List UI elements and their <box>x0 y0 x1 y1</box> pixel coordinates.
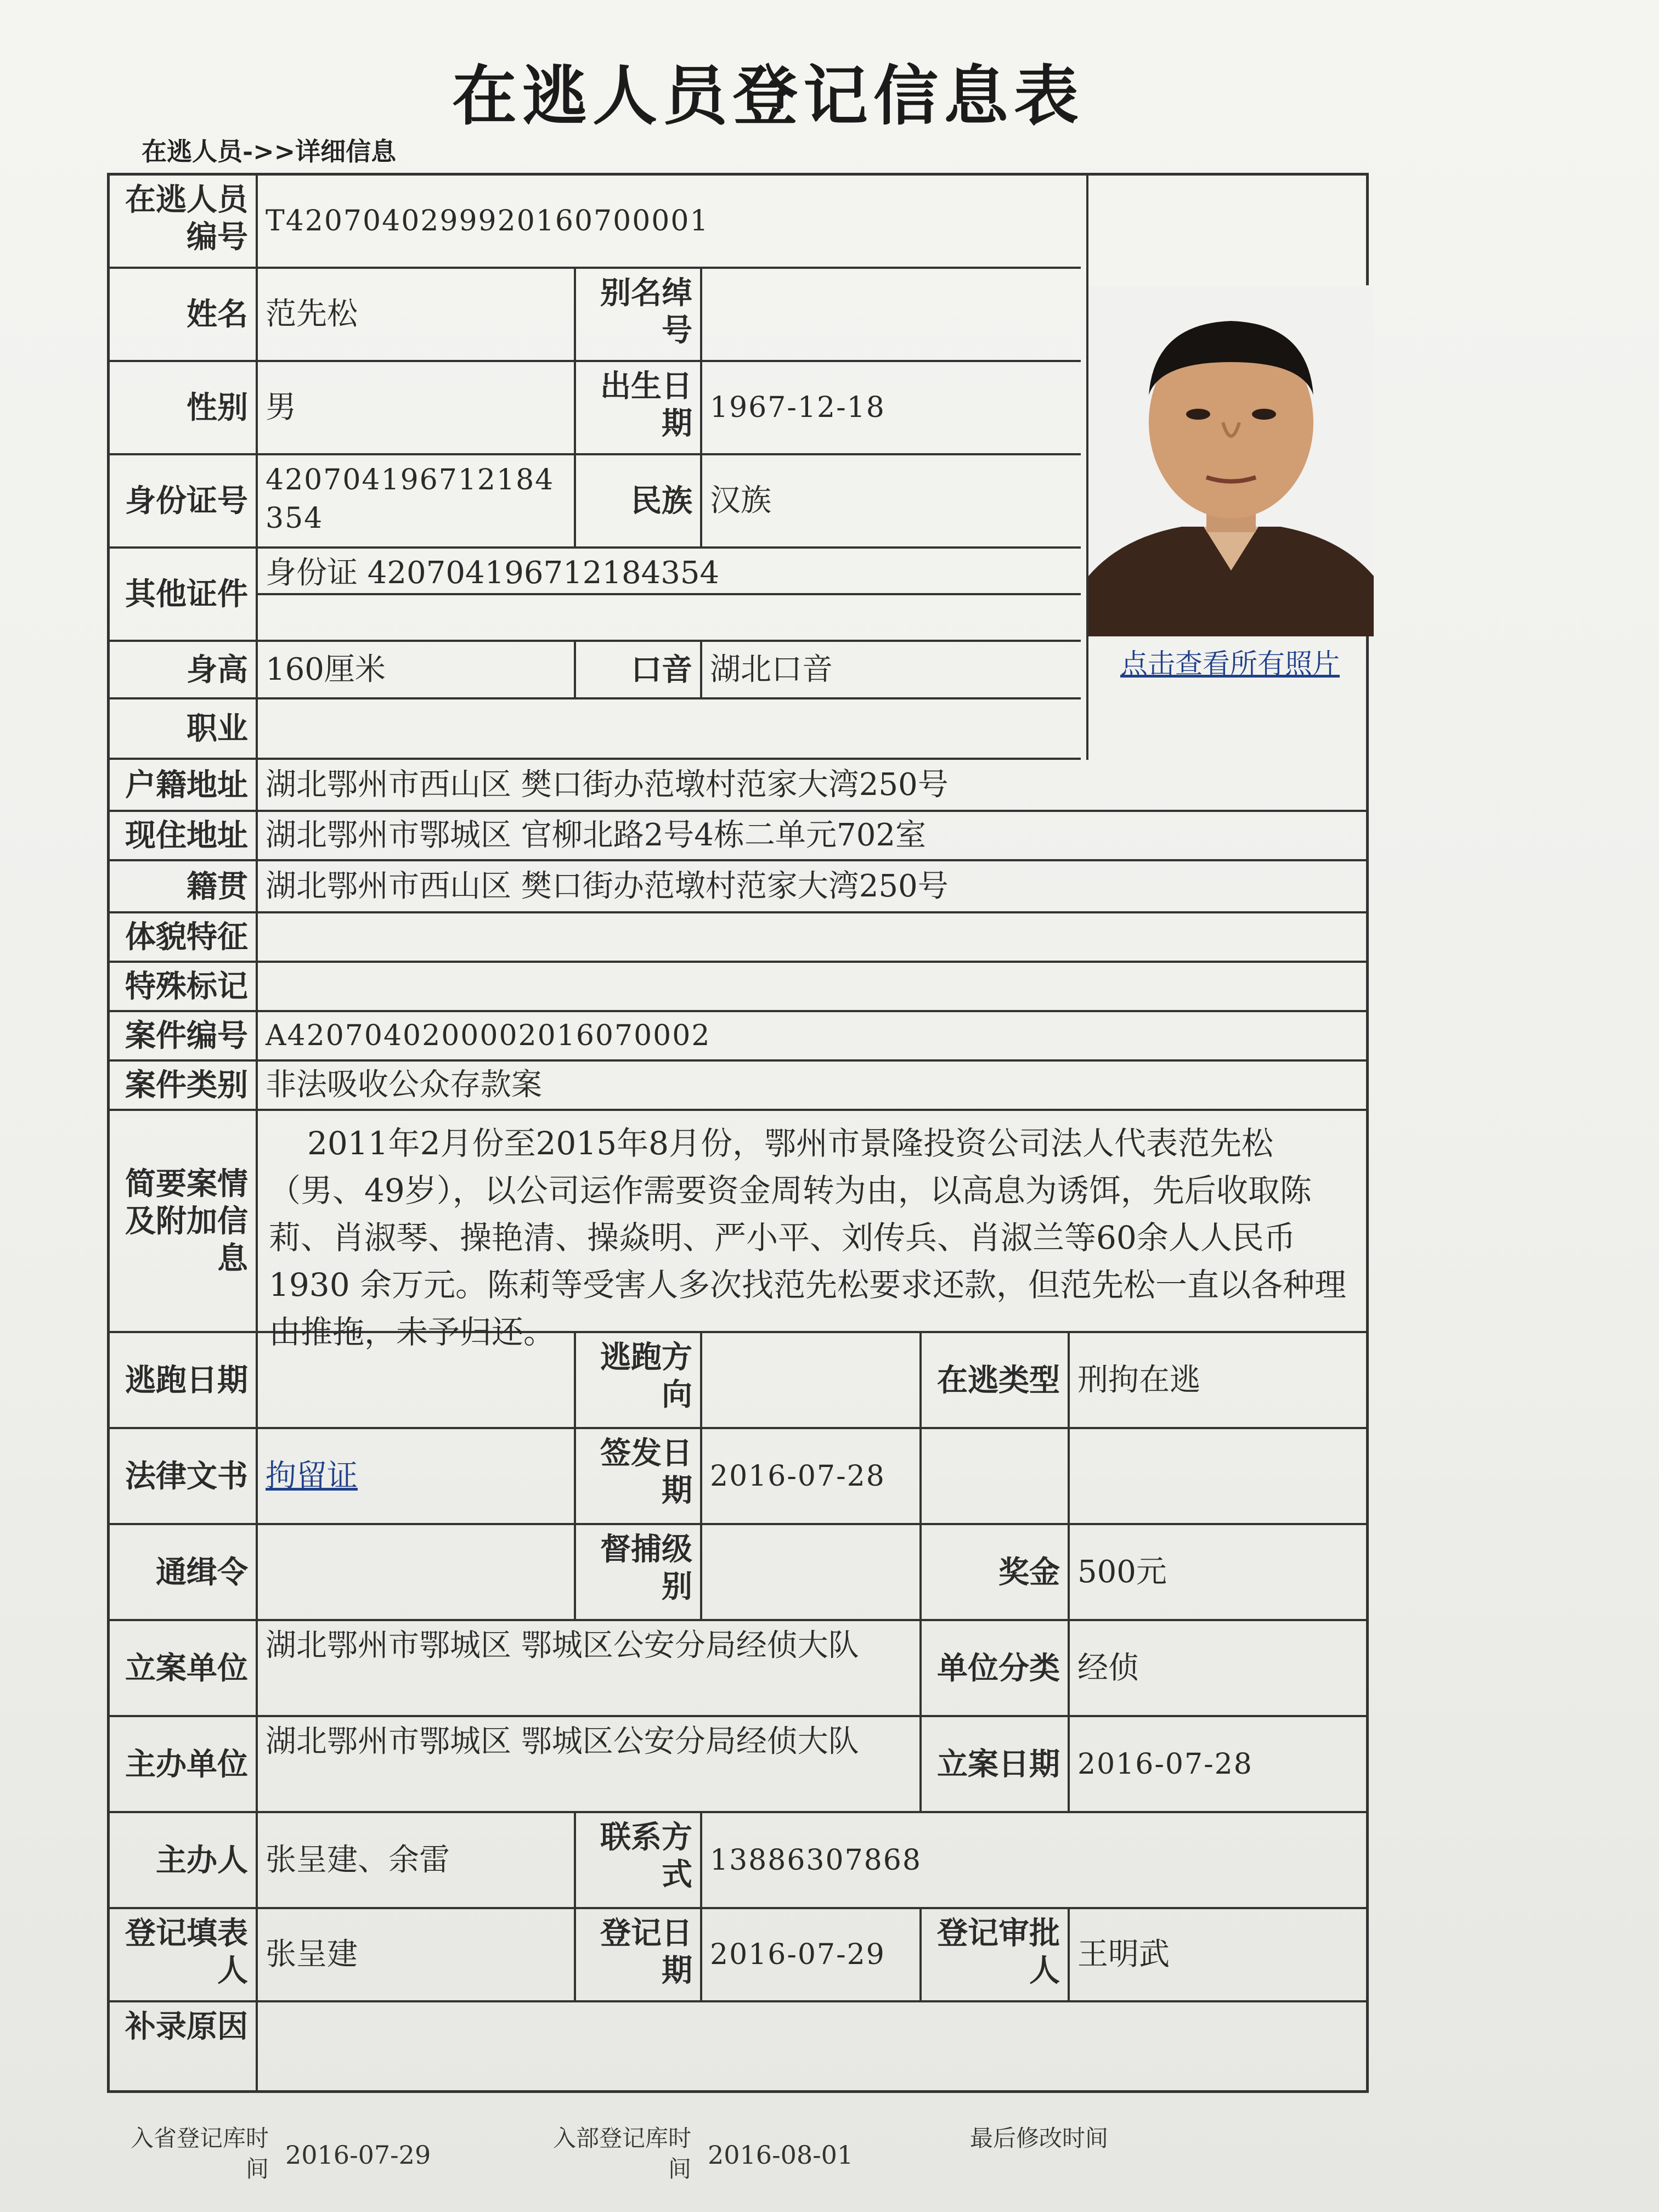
value-supplement <box>258 2002 1366 2093</box>
value-handling-unit: 湖北鄂州市鄂城区 鄂城区公安分局经侦大队 <box>258 1717 922 1811</box>
value-registrant: 张呈建 <box>258 1909 576 2000</box>
value-wanted-order <box>258 1525 576 1619</box>
value-household-addr: 湖北鄂州市西山区 樊口街办范墩村范家大湾250号 <box>266 766 949 803</box>
portrait-image <box>1088 285 1374 636</box>
value-native-place: 湖北鄂州市西山区 樊口街办范墩村范家大湾250号 <box>266 868 949 904</box>
value-arrest-level <box>702 1525 922 1619</box>
value-occupation <box>258 699 1081 758</box>
row-handler <box>110 1813 1366 1909</box>
registration-table <box>107 173 1369 2093</box>
label-id-no: 身份证号 <box>110 455 258 546</box>
value-current-addr: 湖北鄂州市鄂城区 官柳北路2号4栋二单元702室 <box>266 817 926 853</box>
label-reward: 奖金 <box>922 1525 1070 1619</box>
row-gender <box>110 362 1081 455</box>
label-features: 体貌特征 <box>110 913 258 961</box>
label-handling-unit: 主办单位 <box>110 1717 258 1811</box>
value-approver: 王明武 <box>1077 1937 1170 1972</box>
label-birth: 出生日期 <box>576 362 702 453</box>
label-fugitive-type: 在逃类型 <box>922 1333 1070 1427</box>
page-title: 在逃人员登记信息表 <box>452 58 1084 134</box>
row-filing-unit <box>110 1621 1366 1717</box>
label-filing-unit: 立案单位 <box>110 1621 258 1715</box>
value-name: 范先松 <box>258 269 576 360</box>
footer-ministry-label: 入部登记库时间 <box>552 2125 691 2182</box>
value-filing-unit: 湖北鄂州市鄂城区 鄂城区公安分局经侦大队 <box>258 1621 922 1715</box>
value-escape-date <box>258 1333 576 1427</box>
value-case-no: A4207040200002016070002 <box>266 1019 711 1052</box>
label-native-place: 籍贯 <box>110 861 258 911</box>
empty-cell <box>922 1429 1070 1523</box>
row-registrant <box>110 1909 1366 2002</box>
label-current-addr: 现住地址 <box>110 812 258 859</box>
value-gender: 男 <box>258 362 576 453</box>
value-reward: 500元 <box>1077 1554 1167 1590</box>
label-household-addr: 户籍地址 <box>110 760 258 810</box>
label-alias: 别名绰号 <box>576 269 702 360</box>
value-features <box>258 913 1366 961</box>
row-current-addr <box>110 812 1366 861</box>
row-name <box>110 269 1081 362</box>
value-ethnicity: 汉族 <box>710 483 771 518</box>
label-registrant: 登记填表人 <box>110 1909 258 2000</box>
row-marks <box>110 963 1366 1012</box>
label-escape-dir: 逃跑方向 <box>576 1333 702 1427</box>
footer-province <box>126 2123 431 2185</box>
value-marks <box>258 963 1366 1010</box>
row-occupation <box>110 699 1081 760</box>
value-issue-date: 2016-07-28 <box>702 1429 922 1523</box>
row-case-type <box>110 1062 1366 1111</box>
value-accent: 湖北口音 <box>710 651 833 687</box>
value-other-id: 身份证 420704196712184354 <box>258 549 1081 595</box>
value-case-summary: 2011年2月份至2015年8月份，鄂州市景隆投资公司法人代表范先松（男、49岁），以公司运作需要资金周转为由，以高息为诱饵，先后收取陈莉、肖淑琴、操艳清、操焱明、严小平、刘传兵、肖淑兰等60余人人民币1930 余万元。陈莉等受害人多次找范先松要求还款，但范先松一直以各种理由推拖，未予归还。 <box>269 1125 1347 1351</box>
row-features <box>110 913 1366 963</box>
label-contact: 联系方式 <box>576 1813 702 1907</box>
value-reg-date: 2016-07-29 <box>702 1909 922 2000</box>
value-contact: 13886307868 <box>710 1843 922 1877</box>
label-other-id: 其他证件 <box>110 549 258 640</box>
row-case-no <box>110 1012 1366 1062</box>
legal-doc-cell <box>258 1429 576 1523</box>
value-height: 160厘米 <box>258 642 576 697</box>
label-case-summary: 简要案情及附加信息 <box>110 1111 258 1331</box>
empty-cell <box>1070 1429 1366 1523</box>
footer-modified-label: 最后修改时间 <box>969 2125 1108 2152</box>
footer-modified <box>966 2123 1108 2154</box>
label-occupation: 职业 <box>110 699 258 758</box>
label-issue-date: 签发日期 <box>576 1429 702 1523</box>
legal-doc-link[interactable]: 拘留证 <box>266 1458 358 1494</box>
row-case-summary <box>110 1111 1366 1351</box>
photo-panel <box>1086 176 1372 760</box>
label-supplement: 补录原因 <box>110 2002 258 2093</box>
label-unit-class: 单位分类 <box>922 1621 1070 1715</box>
row-wanted <box>110 1525 1366 1621</box>
value-handler: 张呈建、余雷 <box>258 1813 576 1907</box>
value-escape-dir <box>702 1333 922 1427</box>
value-fugitive-type: 刑拘在逃 <box>1077 1362 1200 1398</box>
value-unit-class: 经侦 <box>1077 1650 1139 1686</box>
row-household-addr <box>110 760 1366 812</box>
row-native-place <box>110 861 1366 913</box>
label-gender: 性别 <box>110 362 258 453</box>
label-wanted-order: 通缉令 <box>110 1525 258 1619</box>
suspect-photo[interactable] <box>1088 285 1372 636</box>
label-ethnicity: 民族 <box>576 455 702 546</box>
row-escape <box>110 1333 1366 1429</box>
row-handling-unit <box>110 1717 1366 1813</box>
label-handler: 主办人 <box>110 1813 258 1907</box>
footer-ministry <box>549 2123 854 2185</box>
value-filing-date: 2016-07-28 <box>1077 1747 1253 1781</box>
label-escape-date: 逃跑日期 <box>110 1333 258 1427</box>
row-id-no <box>110 455 1081 549</box>
value-fugitive-no: T4207040299920160700001 <box>266 205 709 238</box>
breadcrumb[interactable]: 在逃人员->>详细信息 <box>142 137 397 166</box>
value-alias <box>702 269 1081 360</box>
label-height: 身高 <box>110 642 258 697</box>
footer-province-value: 2016-07-29 <box>285 2140 431 2170</box>
row-supplement <box>110 2002 1366 2093</box>
label-approver: 登记审批人 <box>922 1909 1070 2000</box>
row-other-id <box>110 549 1081 642</box>
row-fugitive-no <box>110 176 1081 269</box>
label-case-type: 案件类别 <box>110 1062 258 1109</box>
value-birth: 1967-12-18 <box>710 391 885 424</box>
row-height <box>110 642 1081 699</box>
row-legal-doc <box>110 1429 1366 1525</box>
label-legal-doc: 法律文书 <box>110 1429 258 1523</box>
label-marks: 特殊标记 <box>110 963 258 1010</box>
label-case-no: 案件编号 <box>110 1012 258 1059</box>
label-reg-date: 登记日期 <box>576 1909 702 2000</box>
value-id-no: 420704196712184354 <box>258 455 576 546</box>
view-all-photos-link[interactable]: 点击查看所有照片 <box>1120 648 1340 680</box>
label-accent: 口音 <box>576 642 702 697</box>
label-filing-date: 立案日期 <box>922 1717 1070 1811</box>
label-fugitive-no: 在逃人员编号 <box>110 176 258 267</box>
label-name: 姓名 <box>110 269 258 360</box>
value-case-type: 非法吸收公众存款案 <box>266 1067 542 1103</box>
label-arrest-level: 督捕级别 <box>576 1525 702 1619</box>
footer-ministry-value: 2016-08-01 <box>708 2140 854 2170</box>
footer-province-label: 入省登记库时间 <box>130 2125 269 2182</box>
